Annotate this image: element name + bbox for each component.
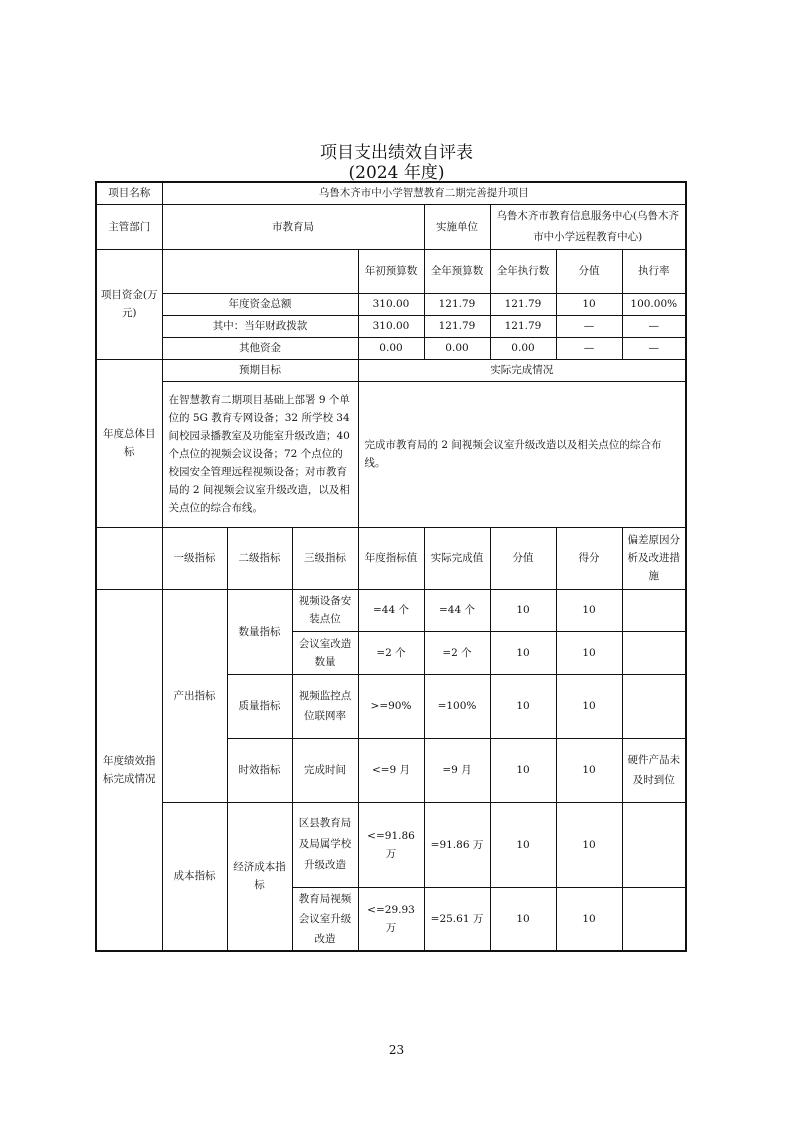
- indicator-name: 视频设备安装点位: [292, 589, 358, 631]
- indicator-header: 分值: [490, 527, 556, 589]
- department-row: [96, 204, 686, 249]
- indicator-actual: =100%: [424, 674, 490, 738]
- indicator-header: 实际完成值: [424, 527, 490, 589]
- indicator-name: 会议室改造数量: [292, 631, 358, 674]
- goals-header-row: [96, 359, 686, 381]
- indicator-header: 三级指标: [292, 527, 358, 589]
- impl-label: 实施单位: [424, 204, 490, 249]
- indicator-actual: =9 月: [424, 738, 490, 802]
- indicator-row: [96, 589, 686, 631]
- funds-cell: 100.00%: [622, 293, 686, 315]
- funds-label: 项目资金(万元): [96, 249, 162, 359]
- indicator-actual: =2 个: [424, 631, 490, 674]
- indicator-score-value: 10: [490, 674, 556, 738]
- indicator-header: 一级指标: [162, 527, 227, 589]
- indicator-score: 10: [556, 589, 622, 631]
- funds-header-executed: 全年执行数: [490, 249, 556, 293]
- indicator-score: 10: [556, 674, 622, 738]
- indicator-target: <=91.86 万: [358, 802, 424, 887]
- output-indicator: 产出指标: [162, 589, 227, 802]
- funds-row-other: [96, 337, 686, 359]
- funds-cell: —: [556, 315, 622, 337]
- funds-header-rate: 执行率: [622, 249, 686, 293]
- economic-cost-indicator: 经济成本指标: [227, 802, 292, 951]
- indicator-header: 偏差原因分析及改进措施: [622, 527, 686, 589]
- project-name-row: [96, 182, 686, 204]
- funds-header-row: [96, 249, 686, 293]
- indicator-target: =2 个: [358, 631, 424, 674]
- funds-header-score-value: 分值: [556, 249, 622, 293]
- quantity-indicator: 数量指标: [227, 589, 292, 674]
- quality-indicator: 质量指标: [227, 674, 292, 738]
- indicator-score: 10: [556, 887, 622, 951]
- funds-cell: —: [622, 337, 686, 359]
- indicator-target: <=9 月: [358, 738, 424, 802]
- indicator-score: 10: [556, 802, 622, 887]
- funds-cell: —: [556, 337, 622, 359]
- indicator-score-value: 10: [490, 802, 556, 887]
- funds-row-fiscal: [96, 315, 686, 337]
- cost-indicator: 成本指标: [162, 802, 227, 951]
- page-number: 23: [388, 1043, 405, 1057]
- project-name: 乌鲁木齐市中小学智慧教育二期完善提升项目: [162, 182, 686, 204]
- funds-header-annual: 全年预算数: [424, 249, 490, 293]
- funds-cell: 121.79: [490, 315, 556, 337]
- indicator-target: <=29.93 万: [358, 887, 424, 951]
- goals-content-row: [96, 381, 686, 527]
- funds-cell: 10: [556, 293, 622, 315]
- indicator-score: 10: [556, 738, 622, 802]
- indicator-name: 完成时间: [292, 738, 358, 802]
- indicator-header: 二级指标: [227, 527, 292, 589]
- funds-row-total: [96, 293, 686, 315]
- indicator-header-row: [96, 527, 686, 589]
- indicator-target: =44 个: [358, 589, 424, 631]
- indicator-score: 10: [556, 631, 622, 674]
- funds-cell: 0.00: [490, 337, 556, 359]
- funds-row-name: 年度资金总额: [162, 293, 358, 315]
- indicator-score-value: 10: [490, 589, 556, 631]
- indicator-score-value: 10: [490, 887, 556, 951]
- indicator-score-value: 10: [490, 631, 556, 674]
- document-title: 项目支出绩效自评表: [320, 143, 473, 163]
- funds-cell: 310.00: [358, 293, 424, 315]
- indicators-label: 年度绩效指标完成情况: [96, 589, 162, 951]
- indicator-header: 得分: [556, 527, 622, 589]
- indicator-header-blank: [96, 527, 162, 589]
- dept-value: 市教育局: [162, 204, 424, 249]
- impl-value: 乌鲁木齐市教育信息服务中心(乌鲁木齐市中小学远程教育中心): [490, 204, 686, 249]
- indicator-name: 教育局视频会议室升级改造: [292, 887, 358, 951]
- performance-table: [95, 181, 687, 952]
- funds-cell: —: [622, 315, 686, 337]
- indicator-score-value: 10: [490, 738, 556, 802]
- indicator-note: 硬件产品未及时到位: [622, 738, 686, 802]
- indicator-target: >=90%: [358, 674, 424, 738]
- funds-header-blank: [162, 249, 358, 293]
- document-subtitle: (2024 年度): [348, 163, 445, 183]
- dept-label: 主管部门: [96, 204, 162, 249]
- indicator-note: [622, 631, 686, 674]
- funds-cell: 310.00: [358, 315, 424, 337]
- indicator-name: 区县教育局及局属学校升级改造: [292, 802, 358, 887]
- goals-label: 年度总体目标: [96, 359, 162, 527]
- indicator-header: 年度指标值: [358, 527, 424, 589]
- expected-goal-text: 在智慧教育二期项目基础上部署 9 个单位的 5G 教育专网设备；32 所学校 34 间校园录播教室及功能室升级改造；40 个点位的视频会议设备；72 个点位的校园安全管理远程视频设备；对市教育局的 2 间视频会议室升级改造，以及相关点位的综合布线。: [162, 381, 358, 527]
- funds-cell: 0.00: [358, 337, 424, 359]
- expected-goal-label: 预期目标: [162, 359, 358, 381]
- indicator-actual: =44 个: [424, 589, 490, 631]
- funds-cell: 121.79: [490, 293, 556, 315]
- actual-result-text: 完成市教育局的 2 间视频会议室升级改造以及相关点位的综合布线。: [358, 381, 686, 527]
- timeliness-indicator: 时效指标: [227, 738, 292, 802]
- indicator-actual: =91.86 万: [424, 802, 490, 887]
- indicator-row: [96, 802, 686, 887]
- indicator-name: 视频监控点位联网率: [292, 674, 358, 738]
- funds-row-name: 其中：当年财政拨款: [162, 315, 358, 337]
- funds-row-name: 其他资金: [162, 337, 358, 359]
- funds-cell: 121.79: [424, 293, 490, 315]
- funds-cell: 121.79: [424, 315, 490, 337]
- indicator-note: [622, 589, 686, 631]
- indicator-note: [622, 802, 686, 887]
- project-name-label: 项目名称: [96, 182, 162, 204]
- indicator-note: [622, 887, 686, 951]
- funds-cell: 0.00: [424, 337, 490, 359]
- actual-result-label: 实际完成情况: [358, 359, 686, 381]
- funds-header-initial: 年初预算数: [358, 249, 424, 293]
- indicator-note: [622, 674, 686, 738]
- indicator-actual: =25.61 万: [424, 887, 490, 951]
